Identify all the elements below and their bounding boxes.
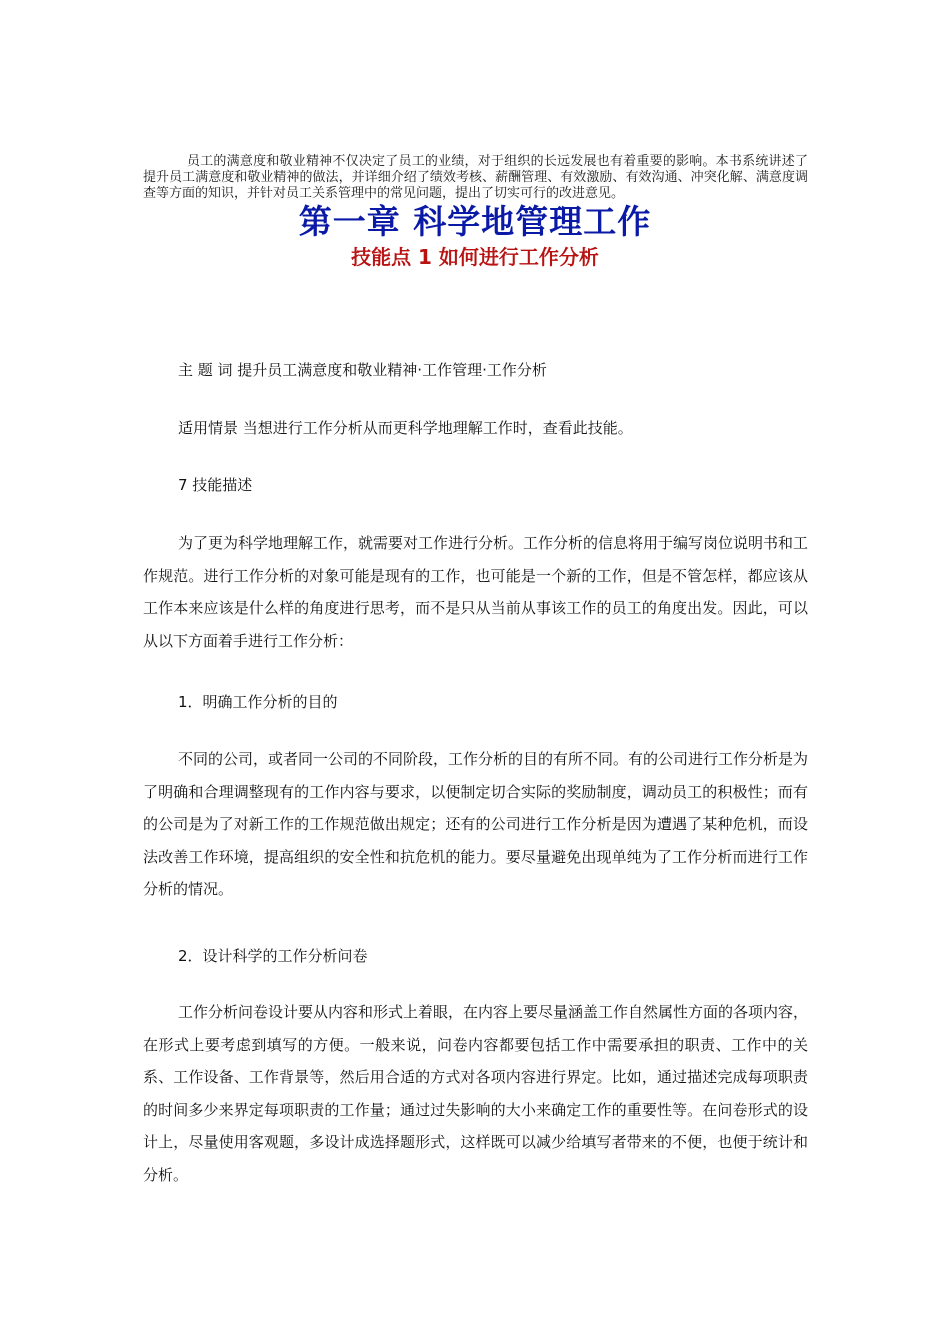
section-heading-2: 2．设计科学的工作分析问卷 bbox=[178, 947, 368, 965]
topic-line: 主 题 词 提升员工满意度和敬业精神·工作管理·工作分析 bbox=[178, 361, 547, 379]
skill-description-label: 7 技能描述 bbox=[178, 476, 253, 494]
body-paragraph-2: 不同的公司，或者同一公司的不同阶段，工作分析的目的有所不同。有的公司进行工作分析是为了明确和合理调整现有的工作内容与要求，以便制定切合实际的奖励制度，调动员工的积极性；而有的公司是为了对新工作的工作规范做出规定；还有的公司进行工作分析是因为遭遇了某种危机，而设法改善工作环境，提高组织的安全性和抗危机的能力。要尽量避免出现单纯为了工作分析而进行工作分析的情况。 bbox=[143, 750, 809, 898]
body-paragraph-3: 工作分析问卷设计要从内容和形式上着眼，在内容上要尽量涵盖工作自然属性方面的各项内容，在形式上要考虑到填写的方便。一般来说，问卷内容都要包括工作中需要承担的职责、工作中的关系、工作设备、工作背景等，然后用合适的方式对各项内容进行界定。比如，通过描述完成每项职责的时间多少来界定每项职责的工作量；通过过失影响的大小来确定工作的重要性等。在问卷形式的设计上，尽量使用客观题，多设计成选择题形式，这样既可以减少给填写者带来的不便，也便于统计和分析。 bbox=[143, 1003, 809, 1184]
scenario-line: 适用情景 当想进行工作分析从而更科学地理解工作时，查看此技能。 bbox=[178, 419, 633, 437]
chapter-title: 第一章 科学地管理工作 bbox=[298, 202, 652, 241]
body-paragraph-1: 为了更为科学地理解工作，就需要对工作进行分析。工作分析的信息将用于编写岗位说明书和工作规范。进行工作分析的对象可能是现有的工作，也可能是一个新的工作，但是不管怎样，都应该从工作本来应该是什么样的角度进行思考，而不是只从当前从事该工作的员工的角度出发。因此，可以从以下方面着手进行工作分析： bbox=[143, 534, 809, 650]
intro-paragraph: 员工的满意度和敬业精神不仅决定了员工的业绩，对于组织的长远发展也有着重要的影响。本书系统讲述了提升员工满意度和敬业精神的做法，并详细介绍了绩效考核、薪酬管理、有效激励、有效沟通、冲突化解、满意度调查等方面的知识，并针对员工关系管理中的常见问题，提出了切实可行的改进意见。 bbox=[143, 154, 808, 201]
section-heading-1: 1．明确工作分析的目的 bbox=[178, 693, 338, 711]
skill-title: 技能点 1 如何进行工作分析 bbox=[351, 245, 599, 269]
